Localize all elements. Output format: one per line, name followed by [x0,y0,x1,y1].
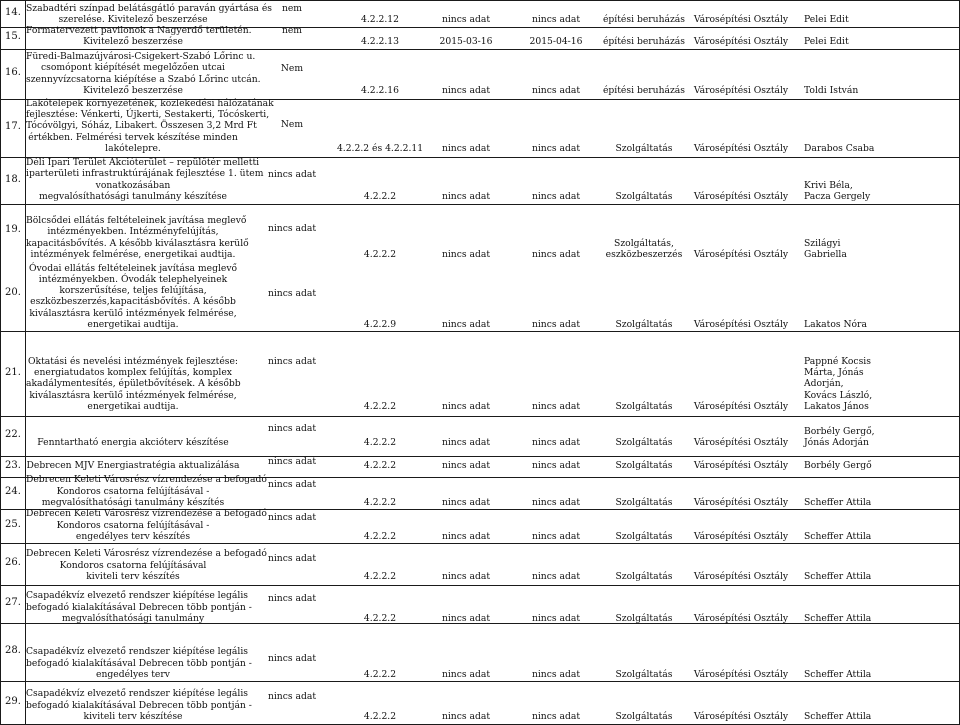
row-number: 27. [5,597,21,608]
row-description: kiválasztásra kerülő intézmények felmérése, [29,307,237,319]
row-responsible: Toldi István [804,85,859,96]
row-number: 14. [5,6,21,18]
row-status: nincs adat [267,423,317,434]
row-type: Szolgáltatás [615,143,673,154]
row-code: 4.2.2.2 [363,401,397,412]
row-type: Szolgáltatás [615,531,673,542]
row-code: 4.2.2.12 [361,14,399,25]
row-type: Szolgáltatás [615,191,673,202]
row-divider [0,543,960,544]
row-description: vonatkozásában [95,179,171,191]
row-responsible: Jónás Adorján [804,437,869,448]
row-department: Városépítési Osztály [693,249,789,260]
row-end: nincs adat [531,143,581,154]
row-code: 4.2.2.2 és 4.2.2.11 [336,143,424,154]
row-description: energiatudatos komplex felújítás, komplex [34,367,232,379]
row-divider [0,331,960,332]
row-end: nincs adat [531,191,581,202]
row-number: 18. [5,173,21,185]
row-start: 2015-03-16 [439,36,493,47]
row-end: nincs adat [531,249,581,260]
row-description: energetikai audtija. [87,319,179,330]
row-description: Csapadékvíz elvezető rendszer kiépítése legális [26,646,249,658]
row-end: nincs adat [531,531,581,542]
row-end: nincs adat [531,497,581,508]
row-description: Kivitelező beszerzése [83,36,183,47]
row-responsible: Scheffer Attila [804,613,872,624]
row-description: energetikai audtija. [87,401,179,412]
row-description: Kondoros csatorna felújításával [59,559,207,571]
row-description: Déli Ipari Terület Akcióterület – repülőtér melletti [26,157,260,169]
row-responsible: Krivi Béla, [804,179,853,191]
row-responsible: Kovács László, [804,389,873,401]
row-department: Városépítési Osztály [693,319,789,330]
row-start: nincs adat [441,711,491,722]
row-description: Kivitelező beszerzése [83,85,183,96]
row-description: kiválasztásra kerülő intézmények felmérése, [29,389,237,401]
row-description: Kondoros csatorna felújításával - [56,519,210,531]
row-start: nincs adat [441,14,491,25]
row-responsible: Borbély Gergő [804,460,872,471]
row-description: Füredi-Balmazújvárosi-Csigekert-Szabó Lőrinc u. [26,51,256,63]
row-description: csomópont kiépítését megelőzően utcai [41,62,225,74]
row-status: nem [281,24,303,36]
row-description: megvalósíthatósági tanulmány [61,613,205,624]
row-start: nincs adat [441,531,491,542]
row-end: nincs adat [531,14,581,25]
row-type: Szolgáltatás, [614,237,674,249]
row-number: 19. [5,223,21,235]
row-department: Városépítési Osztály [693,143,789,154]
row-department: Városépítési Osztály [693,437,789,448]
row-description: kiviteli terv készítés [86,571,180,582]
row-responsible: Pacza Gergely [804,191,871,202]
row-description: Csapadékvíz elvezető rendszer kiépítése legális [26,590,249,602]
row-description: Fenntartható energia akcióterv készítése [37,437,229,448]
row-start: nincs adat [441,613,491,624]
row-responsible: Pelei Edit [804,14,849,25]
row-description: szennyvízcsatorna kiépítése a Szabó Lőrinc utcán. [26,73,261,85]
row-responsible: Darabos Csaba [804,143,875,154]
row-department: Városépítési Osztály [693,531,789,542]
row-end: nincs adat [531,85,581,96]
row-status: nincs adat [267,169,317,180]
row-start: nincs adat [441,319,491,330]
row-responsible: Adorján, [804,378,844,390]
row-department: Városépítési Osztály [693,613,789,624]
row-department: Városépítési Osztály [693,497,789,508]
row-responsible: Scheffer Attila [804,571,872,582]
row-responsible: Scheffer Attila [804,497,872,508]
row-status: nincs adat [267,456,317,467]
row-department: Városépítési Osztály [693,571,789,582]
row-code: 4.2.2.16 [361,85,399,96]
row-responsible: Borbély Gergő, [804,425,875,437]
row-start: nincs adat [441,401,491,412]
row-status: nincs adat [267,223,317,234]
row-department: Városépítési Osztály [693,14,789,25]
row-number: 24. [5,486,21,497]
row-end: nincs adat [531,711,581,722]
row-type: építési beruházás [602,14,685,25]
row-department: Városépítési Osztály [693,669,789,680]
row-number: 15. [5,31,21,42]
row-type: Szolgáltatás [615,437,673,448]
row-number: 17. [5,121,21,132]
row-start: nincs adat [441,669,491,680]
row-description: Debrecen Keleti Városrész vízrendezése a befogadó [26,548,267,560]
row-responsible: Pappné Kocsis [804,355,871,367]
row-description: befogadó kialakításával Debrecen több pontján - [26,601,252,613]
row-description: engedélyes terv készítés [75,531,191,542]
row-status: nincs adat [267,356,317,367]
row-end: nincs adat [531,460,581,471]
row-description: eszközbeszerzés,kapacitásbővítés. A később [30,296,236,308]
row-code: 4.2.2.2 [363,613,397,624]
row-description: intézmények felmérése, energetikai audtija. [30,249,236,260]
row-code: 4.2.2.2 [363,711,397,722]
row-responsible: Gabriella [804,249,847,260]
row-department: Városépítési Osztály [693,36,789,47]
row-start: nincs adat [441,85,491,96]
row-status: nincs adat [267,593,317,604]
row-divider [0,681,960,682]
row-responsible: Scheffer Attila [804,669,872,680]
row-divider [0,416,960,417]
row-status: nem [281,2,303,14]
row-responsible: Szilágyi [804,237,841,249]
row-department: Városépítési Osztály [693,191,789,202]
row-description: Bölcsődei ellátás feltételeinek javítása meglevő [26,215,247,227]
row-responsible: Pelei Edit [804,36,849,47]
row-type: Szolgáltatás [615,460,673,471]
row-description: Debrecen MJV Energiastratégia aktualizálása [26,460,240,471]
row-description: fejlesztése: Vénkerti, Újkerti, Sestakerti, Tócóskerti, [26,109,270,121]
row-start: nincs adat [441,249,491,260]
row-code: 4.2.2.2 [363,531,397,542]
row-status: nincs adat [267,653,317,664]
row-code: 4.2.2.2 [363,571,397,582]
row-description: Óvodai ellátás feltételeinek javítása meglevő [28,262,238,274]
row-number: 26. [5,557,21,568]
row-code: 4.2.2.2 [363,460,397,471]
row-department: Városépítési Osztály [693,711,789,722]
row-description: Szabadtéri színpad belátásgátló paraván gyártása és [26,2,272,14]
row-divider [0,204,960,205]
row-status: nincs adat [267,553,317,564]
row-description: értékben. Felmérési tervek készítése minden [28,131,238,143]
row-department: Városépítési Osztály [693,401,789,412]
row-divider [0,585,960,586]
row-number: 21. [5,366,21,378]
row-description: akadálymentesítés, épületbővítések. A később [26,378,241,390]
row-responsible: Lakatos János [804,401,869,412]
row-end: nincs adat [531,319,581,330]
row-responsible: Lakatos Nóra [804,319,867,330]
row-code: 4.2.2.2 [363,669,397,680]
row-code: 4.2.2.2 [363,437,397,448]
column-divider [0,0,1,725]
row-description: iparterületi infrastruktúrájának fejlesztése 1. ütem [26,168,264,180]
row-description: Kondoros csatorna felújításával - [56,485,210,497]
row-description: megvalósíthatósági tanulmány készítés [41,497,225,508]
row-department: Városépítési Osztály [693,460,789,471]
row-type-extra: eszközbeszerzés [605,249,683,260]
row-end: nincs adat [531,401,581,412]
row-number: 28. [5,645,21,656]
row-description: Debrecen Keleti Városrész vízrendezése a befogadó [26,508,267,520]
row-description: Oktatási és nevelési intézmények fejlesztése: [27,355,239,367]
row-description: kapacitásbővítés. A később kiválasztásra kerülő [26,237,249,249]
row-code: 4.2.2.13 [361,36,399,47]
row-number: 29. [5,696,21,707]
row-type: Szolgáltatás [615,613,673,624]
row-start: nincs adat [441,191,491,202]
row-type: Szolgáltatás [615,669,673,680]
row-description: Csapadékvíz elvezető rendszer kiépítése legális [26,688,249,700]
row-number: 20. [5,287,21,298]
row-status: Nem [280,63,304,74]
row-responsible: Márta, Jónás [804,367,864,379]
row-divider [0,456,960,457]
row-responsible: Scheffer Attila [804,531,872,542]
row-description: Formatervezett pavilonok a Nagyerdő területén. [26,24,252,36]
row-code: 4.2.2.9 [363,319,397,330]
row-start: nincs adat [441,437,491,448]
row-status: nincs adat [267,288,317,299]
row-code: 4.2.2.2 [363,191,397,202]
row-end: nincs adat [531,613,581,624]
row-description: befogadó kialakításával Debrecen több pontján - [26,657,252,669]
row-start: nincs adat [441,497,491,508]
row-end: 2015-04-16 [529,36,583,47]
row-status: Nem [280,119,304,130]
row-description: Tócóvölgyi, Sóház, Libakert. Összesen 3,2 Mrd Ft [26,120,257,132]
row-description: kiviteli terv készítése [83,711,183,722]
row-description: szerelése. Kivitelező beszerzése [58,14,208,25]
row-number: 25. [5,519,21,530]
row-status: nincs adat [267,479,317,490]
row-description: lakótelepre. [105,143,161,154]
row-end: nincs adat [531,437,581,448]
row-divider [0,0,960,1]
row-type: Szolgáltatás [615,571,673,582]
row-end: nincs adat [531,669,581,680]
row-description: megvalósíthatósági tanulmány készítése [38,191,227,202]
row-status: nincs adat [267,691,317,702]
row-start: nincs adat [441,143,491,154]
row-responsible: Scheffer Attila [804,711,872,722]
row-code: 4.2.2.2 [363,497,397,508]
row-code: 4.2.2.2 [363,249,397,260]
row-number: 16. [5,67,21,78]
row-type: építési beruházás [602,85,685,96]
row-type: Szolgáltatás [615,711,673,722]
row-status: nincs adat [267,512,317,523]
row-description: intézményekben. Intézményfelújítás, [47,226,219,238]
row-type: Szolgáltatás [615,401,673,412]
row-type: építési beruházás [602,36,685,47]
row-description: befogadó kialakításával Debrecen több pontján - [26,699,252,711]
row-department: Városépítési Osztály [693,85,789,96]
row-end: nincs adat [531,571,581,582]
row-description: engedélyes terv [96,669,170,680]
row-description: Debrecen Keleti Városrész vízrendezése a befogadó [26,474,267,486]
row-start: nincs adat [441,460,491,471]
row-description: korszerűsítése, teljes felújítása, [59,285,207,297]
row-description: intézményekben. Óvodák telephelyeinek [38,273,228,285]
row-type: Szolgáltatás [615,319,673,330]
row-number: 22. [5,429,21,440]
row-type: Szolgáltatás [615,497,673,508]
row-description: Lakótelepek környezetének, közlekedési hálózatának [26,97,274,109]
row-number: 23. [5,459,21,471]
row-divider [0,49,960,50]
row-start: nincs adat [441,571,491,582]
